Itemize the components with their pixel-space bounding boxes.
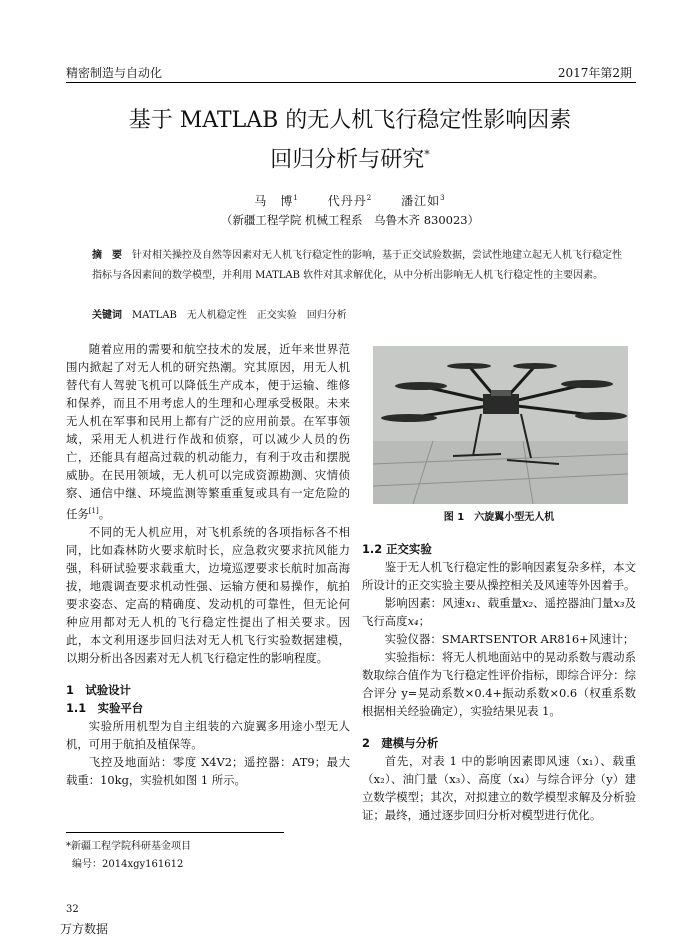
var-x2: x₂ (522, 596, 534, 610)
keywords (92, 306, 622, 321)
var-x4: x₄ (407, 614, 419, 628)
right-column (362, 540, 636, 824)
paper-title (0, 104, 700, 177)
left-column (66, 340, 350, 789)
paragraph: 鉴于无人机飞行稳定性的影响因素复杂多样，本文所设计的正交实验主要从操控相关及风速等外因着手。 (362, 560, 636, 592)
title-line-1: 基于 MATLAB 的无人机飞行稳定性影响因素 (128, 108, 572, 133)
paragraph: 实验指标：将无人机地面站中的晃动系数与震动系数取综合值作为飞行稳定性评价指标，即综合评分：综合评分 y=晃动系数×0.4+振动系数×0.6（权重系数根据相关经验确定），实验结果见表 1。 (362, 650, 636, 718)
title-footnote-mark: * (424, 148, 430, 161)
paragraph: 影响因素：风速x₁、载重量x₂、遥控器油门量x₃及飞行高度x₄； (362, 596, 636, 628)
subsection-heading: 1.2 正交实验 (362, 542, 432, 556)
drone-photo (373, 346, 628, 504)
footnote-rule (66, 832, 284, 833)
author-sup: 3 (440, 194, 446, 202)
title-line-2: 回归分析与研究* (270, 147, 430, 173)
paragraph: 不同的无人机应用，对飞机系统的各项指标各不相同，比如森林防火要求航时长，应急救灾要求抗风能力强，科研试验要求载重大，边境巡逻要求长航时加高海拔，地震调查要求机动性强、运输方便和易操作，航拍要求姿态、定高的精确度、发动机的可靠性，但无论何种应用都对无人机的飞行稳定性提出了相关要求。因此，本文利用逐步回归法对无人机飞行实验数据建模，以期分析出各因素对无人机飞行稳定性的影响程度。 (66, 524, 350, 665)
page-number: 32 (66, 904, 79, 915)
footnote (66, 838, 191, 874)
watermark: 万方数据 (60, 922, 109, 936)
subsection-heading: 1.1 实验平台 (66, 700, 144, 715)
abstract-text: 针对相关操控及自然等因素对无人机飞行稳定性的影响，基于正交试验数据，尝试性地建立起无人机飞行稳定性指标与各因素间的数学模型，并利用 MATLAB 软件对其求解优化，从中分析出影响无人机飞行稳定性的主要因素。 (92, 250, 622, 281)
paragraph: 实验所用机型为自主组装的六旋翼多用途小型无人机，可用于航拍及植保等。 (66, 718, 350, 751)
citation: [1] (88, 507, 99, 515)
hexacopter-illustration (373, 346, 628, 504)
author-name: 潘江如 (401, 194, 441, 208)
keywords-label: 关键词 (92, 310, 122, 321)
author-name: 马 博 (254, 194, 294, 208)
abstract-label: 摘 要 (92, 250, 122, 261)
journal-name: 精密制造与自动化 (66, 66, 163, 80)
header-rule (66, 82, 636, 83)
var-x3: x₃ (613, 596, 625, 610)
section-heading: 1 试验设计 (66, 682, 131, 697)
keywords-text: MATLAB 无人机稳定性 正交实验 回归分析 (132, 310, 347, 321)
author-list (0, 192, 700, 209)
footnote-line: *新疆工程学院科研基金项目 (66, 841, 191, 852)
author-name: 代丹丹 (327, 194, 367, 208)
issue-label: 2017年第2期 (557, 66, 632, 80)
author-sup: 2 (366, 194, 373, 202)
paragraph: 首先，对表 1 中的影响因素即风速（x₁）、载重（x₂）、油门量（x₃）、高度（x₄）与综合评分（y）建立数学模型；其次，对拟建立的数学模型求解及分析验证；最终，通过逐步回归分析对模型进行优化。 (362, 754, 636, 822)
author-sup: 1 (293, 194, 299, 202)
footnote-line: 编号：2014xgy161612 (72, 859, 184, 870)
figure-caption: 图 1 六旋翼小型无人机 (443, 512, 555, 523)
paragraph: 飞控及地面站：零度 X4V2；遥控器：AT9；最大载重：10kg，实验机如图 1 所示。 (66, 754, 350, 787)
abstract (92, 246, 622, 286)
var-x1: x₁ (465, 596, 477, 610)
section-heading: 2 建模与分析 (362, 736, 439, 750)
paragraph: 实验仪器：SMARTSENTOR AR816+风速计； (384, 632, 635, 646)
paragraph: 随着应用的需要和航空技术的发展，近年来世界范围内掀起了对无人机的研究热潮。究其原因，用无人机替代有人驾驶飞机可以降低生产成本，便于运输、维修和保养，而且不用考虑人的生理和心理承受极限。未来无人机在军事和民用上都有广泛的应用前景。在军事领域，采用无人机进行作战和侦察，可以减少人员的伤亡，还能具有超高过载的机动能力，有利于攻击和摆脱威胁。在民用领域，无人机可以完成资源勘测、灾情侦察、通信中继、环境监测等繁重重复或具有一定危险的任务[1]。 (66, 342, 350, 521)
affiliation: （新疆工程学院 机械工程系 乌鲁木齐 830023） (220, 213, 480, 227)
